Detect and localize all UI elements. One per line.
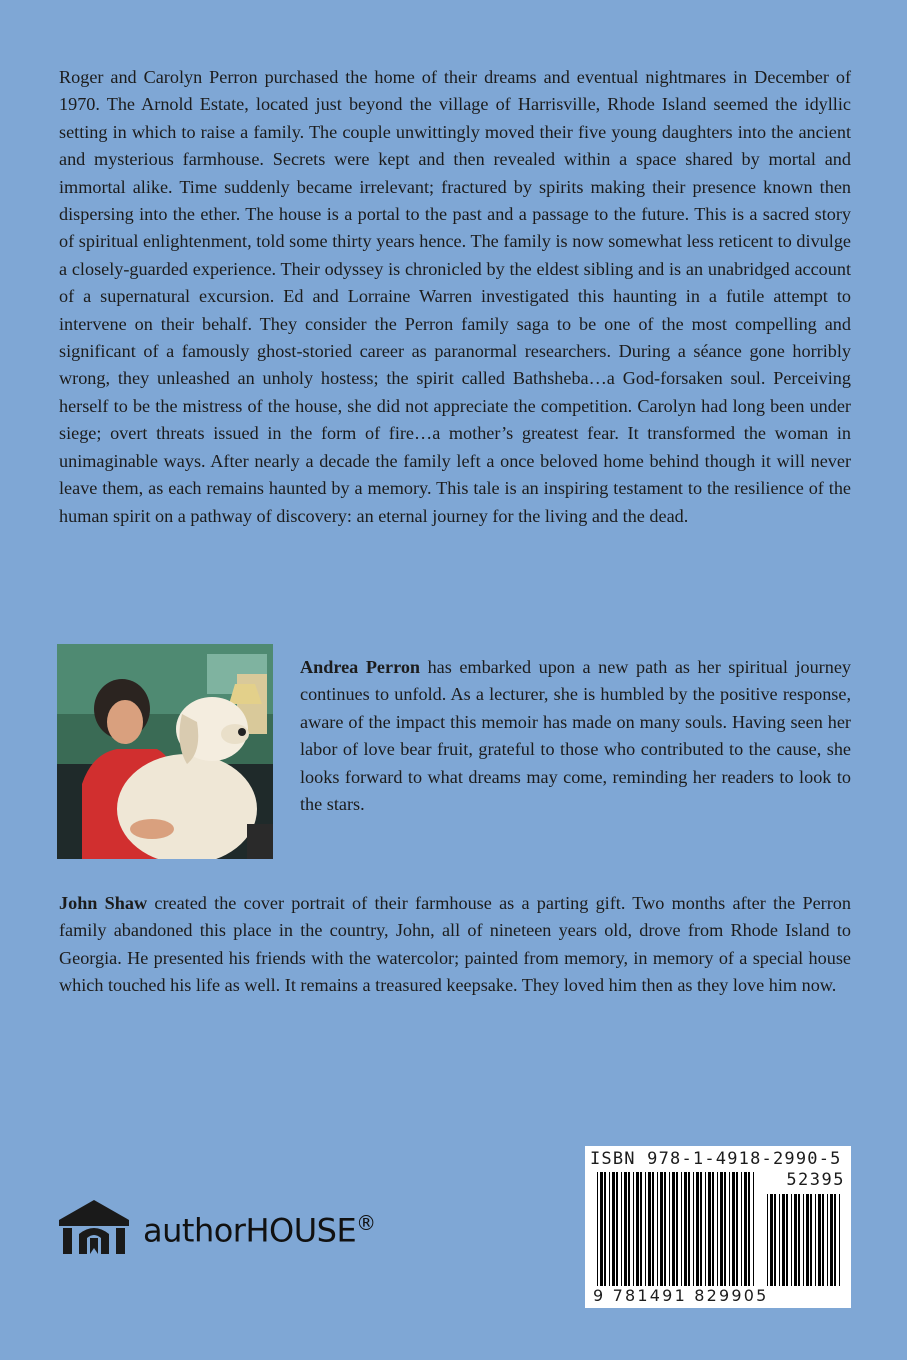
barcode-bar [609, 1172, 610, 1286]
barcode-bar [597, 1172, 598, 1286]
barcode-bar [688, 1172, 690, 1286]
barcode-bar [744, 1172, 747, 1286]
barcode-bar [700, 1172, 702, 1286]
barcode-bar [779, 1194, 780, 1286]
barcode-bar [708, 1172, 711, 1286]
barcode-bar [724, 1172, 726, 1286]
barcode-bar [839, 1194, 840, 1286]
barcode-bar [729, 1172, 730, 1286]
barcode-bar [604, 1172, 606, 1286]
barcode-bar [830, 1194, 833, 1286]
barcode-bar [664, 1172, 666, 1286]
barcode-bar [640, 1172, 642, 1286]
barcode-bar [732, 1172, 735, 1286]
barcode-bar [669, 1172, 670, 1286]
barcode-bar [753, 1172, 754, 1286]
barcode-bar [818, 1194, 821, 1286]
barcode-bar [774, 1194, 776, 1286]
price-code: 52395 [786, 1170, 845, 1190]
publisher-name: authorHOUSE® [143, 1210, 376, 1250]
barcode-bar [645, 1172, 646, 1286]
barcode-bar [636, 1172, 639, 1286]
isbn-label: ISBN 978-1-4918-2990-5 [590, 1149, 842, 1169]
authorhouse-logo-icon [55, 1198, 133, 1263]
barcode-bar [791, 1194, 792, 1286]
barcode-bar [748, 1172, 750, 1286]
barcode-bar [633, 1172, 634, 1286]
barcode-bar [782, 1194, 785, 1286]
barcode-bar [798, 1194, 800, 1286]
artist-name: John Shaw [59, 893, 148, 913]
barcode-bar [767, 1194, 768, 1286]
barcode-bar [770, 1194, 773, 1286]
barcode-bar [717, 1172, 718, 1286]
isbn-digits: 9 781491 829905 [593, 1286, 769, 1305]
isbn-barcode [585, 1146, 851, 1308]
back-cover-blurb: Roger and Carolyn Perron purchased the home of their dreams and eventual nightmares in December of 1970. The Arnold Estate, located just beyond the village of Harrisville, Rhode Island seemed the idyllic setting in which to raise a family. The couple unwittingly moved their five young daughters into the ancient and mysterious farmhouse. Secrets were kept and then revealed within a space shared by mortal and immortal alike. Time suddenly became irrelevant; fractured by spirits making their presence known then dispersing into the ether. The house is a portal to the past and a passage to the future. This is a sacred story of spiritual enlightenment, told some thirty years hence. The family is now somewhat less reticent to divulge a closely-guarded experience. Their odyssey is chronicled by the eldest sibling and is an unabridged account of a supernatural excursion. Ed and Lorraine Warren investigated this haunting in a futile attempt to intervene on their behalf. They consider the Perron family saga to be one of the most compelling and significant of a famously ghost-storied career as paranormal researchers. During a séance gone horribly wrong, they unleashed an unholy hostess; the spirit called Bathsheba…a God-forsaken soul. Perceiving herself to be the mistress of the house, she did not appreciate the competition. Carolyn had long been under siege; overt threats issued in the form of fire…a mother’s greatest fear. It transformed the woman in unimaginable ways. After nearly a decade the family left a once beloved home behind though it will never leave them, as each remains haunted by a memory. This tale is an inspiring testament to the resilience of the human spirit on a pathway of discovery: an eternal journey for the living and the dead. [59, 67, 851, 526]
barcode-bar [676, 1172, 678, 1286]
barcode-bar [648, 1172, 651, 1286]
barcode-bar [834, 1194, 836, 1286]
barcode-bar [652, 1172, 654, 1286]
barcode-bar [827, 1194, 828, 1286]
barcode-bar [712, 1172, 714, 1286]
author-bio [300, 654, 851, 818]
author-name: Andrea Perron [300, 657, 421, 677]
barcode-bar [794, 1194, 797, 1286]
barcode-bar [803, 1194, 804, 1286]
barcode-bar [696, 1172, 699, 1286]
barcode-bar [693, 1172, 694, 1286]
barcode-bar [628, 1172, 630, 1286]
barcode-bar [672, 1172, 675, 1286]
author-bio-text: has embarked upon a new path as her spiritual journey continues to unfold. As a lecturer, she is humbled by the positive response, aware of the impact this memoir has made on many souls. Having seen her labor of love bear fruit, grateful to those who contributed to the cause, she looks forward to what dreams may come, reminding her readers to look to the stars. [300, 657, 852, 815]
barcode-bar [741, 1172, 742, 1286]
barcode-bar [624, 1172, 627, 1286]
barcode-bar [616, 1172, 618, 1286]
artist-bio [59, 890, 851, 1000]
barcode-bar [660, 1172, 663, 1286]
artist-bio-text: created the cover portrait of their farmhouse as a parting gift. Two months after the Perron family abandoned this place in the country, John, all of nineteen years old, drove from Rhode Island to Georgia. He presented his friends with the watercolor; painted from memory, in memory of a special house which touched his life as well. It remains a treasured keepsake. They loved him then as they love him now. [59, 893, 851, 996]
barcode-bar [657, 1172, 658, 1286]
barcode-bar [612, 1172, 615, 1286]
barcode-bar [681, 1172, 682, 1286]
barcode-bar [786, 1194, 788, 1286]
barcode-bar [806, 1194, 809, 1286]
publisher-logo [55, 1200, 415, 1260]
barcode-bar [705, 1172, 706, 1286]
barcode-bar [621, 1172, 622, 1286]
barcode-bar [600, 1172, 603, 1286]
barcode-bar [720, 1172, 723, 1286]
barcode-bar [736, 1172, 738, 1286]
author-photo [57, 644, 273, 859]
barcode-bar [684, 1172, 687, 1286]
barcode-bar [822, 1194, 824, 1286]
barcode-bar [810, 1194, 812, 1286]
barcode-bar [815, 1194, 816, 1286]
